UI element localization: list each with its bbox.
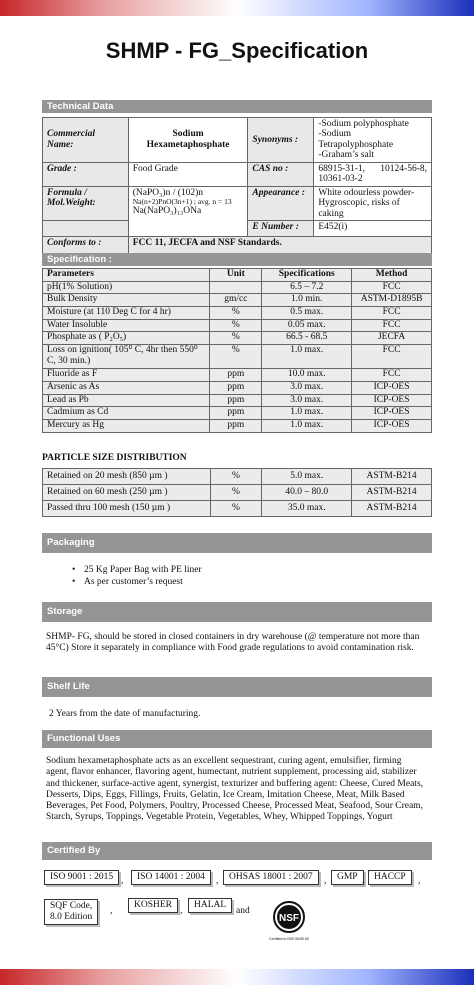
- psd-unit: %: [210, 469, 262, 485]
- table-row: [43, 485, 432, 501]
- enumber-value: E452(i): [314, 221, 432, 237]
- psd-value: 35.0 max.: [262, 501, 352, 517]
- sqf-line-2: 8.0 Edition: [50, 912, 93, 922]
- psd-method: ASTM-B214: [352, 501, 432, 517]
- and-text: and: [236, 906, 250, 916]
- spec-parameter: Arsenic as As: [43, 381, 210, 394]
- cas-number-1: 68915-31-1,: [318, 163, 366, 174]
- spec-value: 0.5 max.: [262, 307, 352, 320]
- formula-value: [128, 186, 248, 236]
- grade-value: Food Grade: [128, 162, 248, 186]
- spec-parameter: Phosphate as ( P₂O₅): [43, 332, 210, 345]
- spec-col-unit: Unit: [210, 269, 262, 282]
- spec-method: ICP-OES: [352, 381, 432, 394]
- spec-value: 1.0 max.: [262, 345, 352, 369]
- spec-method: ASTM-D1895B: [352, 294, 432, 307]
- commercial-name-value: Sodium Hexametaphosphate: [128, 118, 248, 163]
- sqf-badge: [44, 899, 98, 925]
- table-row: [43, 281, 432, 294]
- commercial-name-label: Commercial Name:: [43, 118, 129, 163]
- technical-data-heading: Technical Data: [42, 100, 432, 113]
- spec-unit: ppm: [210, 394, 262, 407]
- nsf-logo-icon: [264, 898, 314, 948]
- spec-value: 1.0 min.: [262, 294, 352, 307]
- halal-badge: HALAL: [188, 898, 232, 913]
- spec-method: FCC: [352, 281, 432, 294]
- table-row: [43, 332, 432, 345]
- spec-method: JECFA: [352, 332, 432, 345]
- comma-separator: ,: [110, 906, 113, 916]
- psd-parameter: Retained on 60 mesh (250 µm ): [43, 485, 211, 501]
- table-row: [43, 407, 432, 420]
- formula-line-2: Na(n+2)PnO(3n+1) ; avg. n = 13: [132, 197, 232, 207]
- spec-value: 1.0 max.: [262, 407, 352, 420]
- appearance-value: White odourless powder-Hygroscopic, risks of caking: [314, 186, 432, 220]
- gmp-badge: GMP: [331, 870, 364, 885]
- psd-parameter: Retained on 20 mesh (850 µm ): [43, 469, 211, 485]
- spec-unit: %: [210, 307, 262, 320]
- kosher-badge: KOSHER: [128, 898, 178, 913]
- table-row: [43, 419, 432, 432]
- list-item: • As per customer’s request: [72, 576, 202, 588]
- cas-number-3: 10361-03-2: [318, 174, 363, 185]
- psd-table: [42, 468, 432, 517]
- table-row: [43, 369, 432, 382]
- psd-unit: %: [210, 501, 262, 517]
- spec-parameter: Bulk Density: [43, 294, 210, 307]
- spec-method: ICP-OES: [352, 407, 432, 420]
- grade-label: Grade :: [43, 162, 129, 186]
- storage-text: SHMP- FG, should be stored in closed containers in dry warehouse (@ temperature not more than 45°C) Store it separately in compliance with Food grade regulations to avoid contamination risk.: [46, 632, 420, 654]
- iso-9001-badge: ISO 9001 : 2015: [44, 870, 119, 885]
- spec-method: ICP-OES: [352, 419, 432, 432]
- bottom-decorative-bar: [0, 969, 474, 985]
- synonym-2: -Sodium Tetrapolyphosphate: [318, 129, 394, 150]
- spec-method: ICP-OES: [352, 394, 432, 407]
- spec-unit: ppm: [210, 407, 262, 420]
- enumber-label: E Number :: [248, 221, 314, 237]
- spec-parameter: Loss on ignition( 105⁰ C, 4hr then 550⁰ C, 30 min.): [43, 345, 210, 369]
- spec-value: 3.0 max.: [262, 381, 352, 394]
- technical-data-table: [42, 117, 432, 255]
- spec-value: 6.5 – 7.2: [262, 281, 352, 294]
- spec-unit: %: [210, 345, 262, 369]
- comma-separator: ,: [418, 876, 421, 886]
- nsf-logo-subtext: Certified to NSF/ANSI 60: [269, 937, 309, 941]
- packaging-heading: Packaging: [42, 533, 432, 553]
- comma-separator: ,: [324, 876, 327, 886]
- conforms-value: FCC 11, JECFA and NSF Standards.: [128, 237, 431, 255]
- spec-parameter: Water Insoluble: [43, 319, 210, 332]
- iso-14001-badge: ISO 14001 : 2004: [131, 870, 211, 885]
- psd-value: 5.0 max.: [262, 469, 352, 485]
- shelf-life-text: 2 Years from the date of manufacturing.: [49, 709, 201, 719]
- spec-parameter: pH(1% Solution): [43, 281, 210, 294]
- synonyms-value: [314, 118, 432, 163]
- spec-parameter: Moisture (at 110 Deg C for 4 hr): [43, 307, 210, 320]
- table-row: [43, 345, 432, 369]
- functional-uses-text: Sodium hexametaphosphate acts as an excellent sequestrant, curing agent, emulsifier, firming agent, flavor enhancer, flavoring agent, humectant, nutrient supplement, processing aid, stabilizer and thickener, surface-active agent, synergist, texturizer and buffering agent: Cheese, Cured Meats, Desserts, Dips, Eggs, Fillings, Fruits, Gelatin, Ice Cream, Imitation Cheese, Meat, Milk Based Beverages, Pet Food, Polymers, Poultry, Processed Cheese, Processed Meat, Seafood, Sour Cream, Starch, Syrups, Toppings, Vegetable Protein, Vegetables, Whey, Whipped Toppings, Yogurt: [46, 756, 424, 823]
- spec-method: FCC: [352, 369, 432, 382]
- packaging-list: [72, 564, 202, 588]
- list-item: • 25 Kg Paper Bag with PE liner: [72, 564, 202, 576]
- comma-separator: ,: [362, 876, 365, 886]
- spec-col-method: Method: [352, 269, 432, 282]
- spec-value: 3.0 max.: [262, 394, 352, 407]
- spec-unit: ppm: [210, 381, 262, 394]
- functional-uses-heading: Functional Uses: [42, 730, 432, 748]
- spec-value: 10.0 max.: [262, 369, 352, 382]
- spec-unit: %: [210, 332, 262, 345]
- cas-value: [314, 162, 432, 186]
- conforms-label: Conforms to :: [43, 237, 129, 255]
- spec-unit: %: [210, 319, 262, 332]
- table-row: [43, 294, 432, 307]
- formula-label-spacer: [43, 221, 129, 237]
- psd-heading: PARTICLE SIZE DISTRIBUTION: [42, 453, 187, 463]
- cas-label: CAS no :: [248, 162, 314, 186]
- formula-label-line-1: Formula /: [47, 187, 87, 198]
- comma-separator: ,: [180, 906, 183, 916]
- nsf-logo-text: NSF: [279, 913, 299, 924]
- spec-method: FCC: [352, 307, 432, 320]
- appearance-label: Appearance :: [248, 186, 314, 220]
- spec-method: FCC: [352, 345, 432, 369]
- specification-heading: Specification :: [42, 253, 432, 266]
- spec-unit: ppm: [210, 369, 262, 382]
- spec-unit: ppm: [210, 419, 262, 432]
- psd-method: ASTM-B214: [352, 469, 432, 485]
- spec-parameter: Lead as Pb: [43, 394, 210, 407]
- spec-unit: [210, 281, 262, 294]
- spec-value: 0.05 max.: [262, 319, 352, 332]
- formula-line-1: (NaPO₃)n / (102)n: [132, 187, 204, 198]
- table-row: [43, 381, 432, 394]
- spec-method: FCC: [352, 319, 432, 332]
- formula-label: [43, 186, 129, 220]
- top-decorative-bar: [0, 0, 474, 16]
- formula-label-line-2: Mol.Weight:: [47, 198, 96, 209]
- comma-separator: ,: [121, 876, 124, 886]
- page-title: SHMP - FG_Specification: [105, 38, 369, 63]
- storage-heading: Storage: [42, 602, 432, 622]
- certified-by-heading: Certified By: [42, 842, 432, 860]
- table-row: [43, 469, 432, 485]
- formula-line-3: Na(NaPO₃)₁₃ONa: [132, 206, 202, 217]
- ohsas-badge: OHSAS 18001 : 2007: [223, 870, 319, 885]
- table-row: [43, 319, 432, 332]
- spec-col-parameters: Parameters: [43, 269, 210, 282]
- table-row: [43, 501, 432, 517]
- spec-parameter: Fluoride as F: [43, 369, 210, 382]
- spec-col-specifications: Specifications: [262, 269, 352, 282]
- table-row: [43, 394, 432, 407]
- psd-method: ASTM-B214: [352, 485, 432, 501]
- spec-parameter: Cadmium as Cd: [43, 407, 210, 420]
- spec-unit: gm/cc: [210, 294, 262, 307]
- spec-parameter: Mercury as Hg: [43, 419, 210, 432]
- synonym-1: -Sodium polyphosphate: [318, 119, 409, 129]
- spec-value: 1.0 max.: [262, 419, 352, 432]
- spec-header-row: [43, 269, 432, 282]
- table-row: [43, 307, 432, 320]
- specification-table: [42, 268, 432, 433]
- synonyms-label: Synonyms :: [248, 118, 314, 163]
- spec-value: 66.5 - 68.5: [262, 332, 352, 345]
- cas-number-2: 10124-56-8,: [380, 163, 427, 174]
- psd-value: 40.0 – 80.0: [262, 485, 352, 501]
- psd-unit: %: [210, 485, 262, 501]
- shelf-life-heading: Shelf Life: [42, 677, 432, 697]
- sqf-line-1: SQF Code,: [50, 901, 93, 911]
- psd-parameter: Passed thru 100 mesh (150 µm ): [43, 501, 211, 517]
- haccp-badge: HACCP: [368, 870, 412, 885]
- synonym-3: -Graham’s salt: [318, 150, 374, 161]
- comma-separator: ,: [216, 876, 219, 886]
